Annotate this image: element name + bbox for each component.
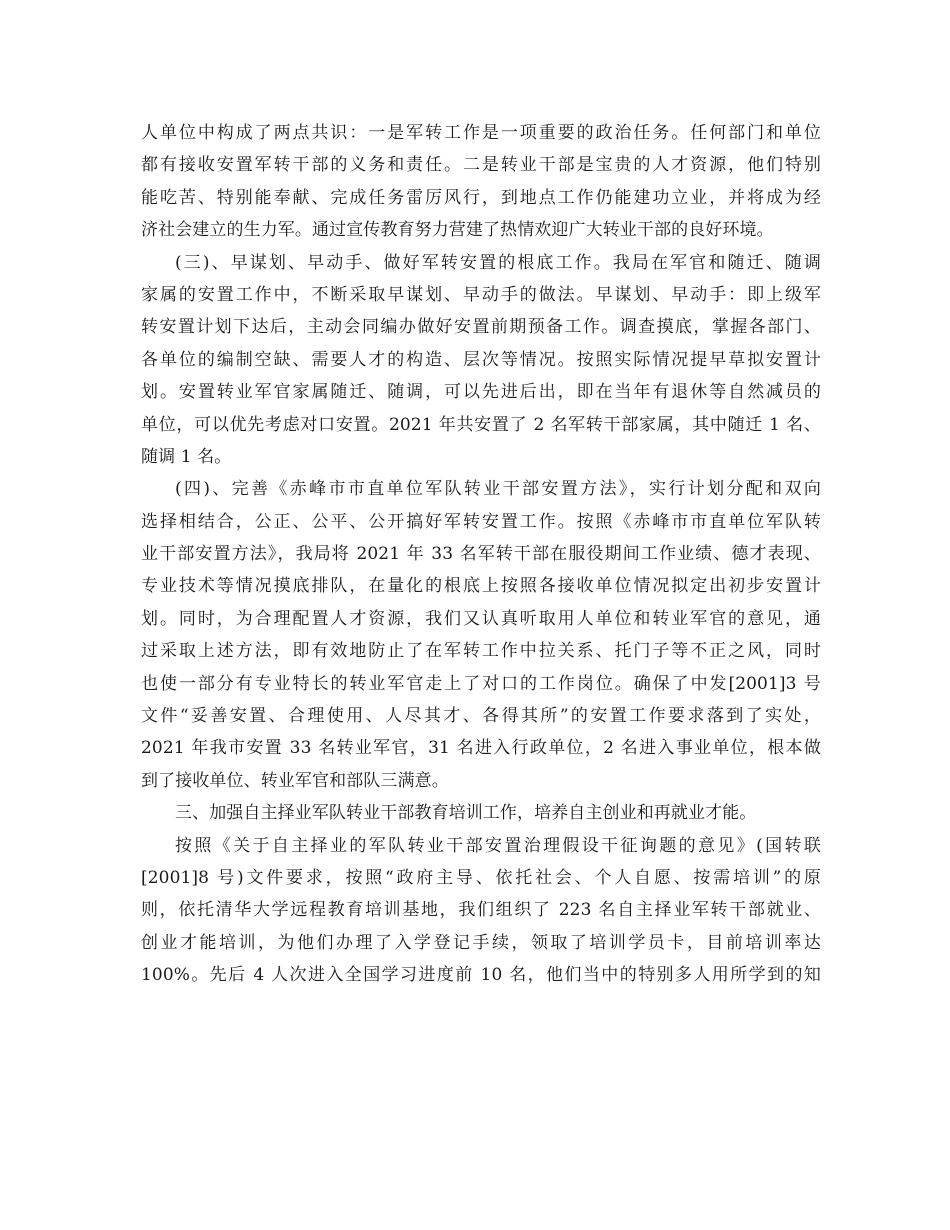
text-line: (三)、早谋划、早动手、做好军转安置的根底工作。我局在军官和随迁、随调	[175, 252, 821, 273]
text-line: 也使一部分有专业特长的转业军官走上了对口的工作岗位。确保了中发[2001]3 号	[141, 673, 821, 694]
text-line: 按照《关于自主择业的军队转业干部安置治理假设干征询题的意见》(国转联	[175, 835, 821, 856]
text-line: 家属的安置工作中，不断采取早谋划、早动手的做法。早谋划、早动手：即上级军	[141, 284, 821, 305]
text-line: 人单位中构成了两点共识：一是军转工作是一项重要的政治任务。任何部门和单位	[141, 123, 821, 143]
text-line: 单位，可以优先考虑对口安置。2021 年共安置了 2 名军转干部家属，其中随迁 1 名、	[141, 414, 821, 435]
text-line: 创业才能培训，为他们办理了入学登记手续，领取了培训学员卡，目前培训率达	[141, 932, 821, 953]
text-line: 随调 1 名。	[141, 446, 232, 467]
text-line: 能吃苦、特别能奉献、完成任务雷厉风行，到地点工作仍能建功立业，并将成为经	[141, 187, 821, 208]
text-line: 过采取上述方法，即有效地防止了在军转工作中拉关系、托门子等不正之风，同时	[141, 641, 821, 662]
text-line: 专业技术等情况摸底排队，在量化的根底上按照各接收单位情况拟定出初步安置计	[141, 576, 821, 597]
text-line: 选择相结合，公正、公平、公开搞好军转安置工作。按照《赤峰市市直单位军队转	[141, 511, 821, 532]
text-line: 都有接收安置军转干部的义务和责任。二是转业干部是宝贵的人才资源，他们特别	[141, 155, 821, 176]
text-line: 业干部安置方法》，我局将 2021 年 33 名军转干部在服役期间工作业绩、德才表现、	[141, 544, 821, 565]
text-line: 各单位的编制空缺、需要人才的构造、层次等情况。按照实际情况提早草拟安置计	[141, 349, 821, 370]
text-line: 划。安置转业军官家属随迁、随调，可以先进后出，即在当年有退休等自然减员的	[141, 382, 821, 403]
text-line: 文件“妥善安置、合理使用、人尽其才、各得其所”的安置工作要求落到了实处，	[141, 706, 821, 727]
text-line: 转安置计划下达后，主动会同编办做好安置前期预备工作。调查摸底，掌握各部门、	[141, 317, 821, 338]
text-line: 则，依托清华大学远程教育培训基地，我们组织了 223 名自主择业军转干部就业、	[141, 900, 821, 921]
text-line: 到了接收单位、转业军官和部队三满意。	[141, 770, 449, 791]
text-line: 划。同时，为合理配置人才资源，我们又认真听取用人单位和转业军官的意见，通	[141, 608, 821, 629]
text-line: (四)、完善《赤峰市市直单位军队转业干部安置方法》，实行计划分配和双向	[175, 479, 821, 500]
text-line: 三、加强自主择业军队转业干部教育培训工作，培养自主创业和再就业才能。	[175, 803, 757, 824]
text-line: 2021 年我市安置 33 名转业军官，31 名进入行政单位，2 名进入事业单位，根本做	[141, 738, 821, 759]
text-line: 济社会建立的生力军。通过宣传教育努力营建了热情欢迎广大转业干部的良好环境。	[141, 220, 774, 241]
text-line: 100%。先后 4 人次进入全国学习进度前 10 名，他们当中的特别多人用所学到的知	[141, 965, 821, 986]
text-line: [2001]8 号)文件要求，按照“政府主导、依托社会、个人自愿、按需培训”的原	[141, 867, 821, 888]
document-body	[141, 117, 821, 992]
